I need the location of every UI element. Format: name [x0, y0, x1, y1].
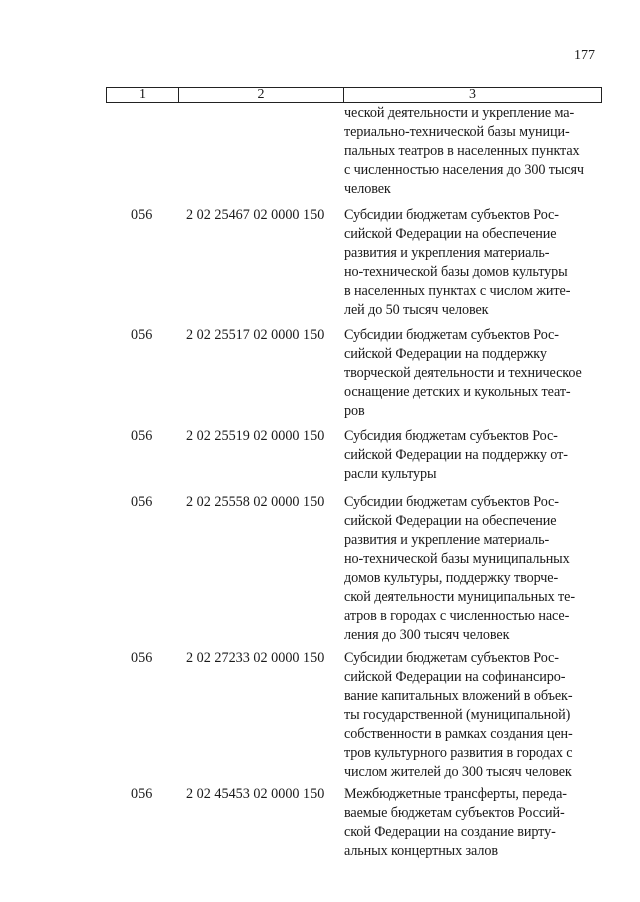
text-line: атров в городах с численностью насе- — [344, 608, 570, 624]
page-number: 177 — [574, 48, 595, 63]
text-line: ров — [344, 403, 365, 419]
text-line: в населенных пунктах с числом жите- — [344, 283, 571, 299]
text-line: развития и укрепления материаль- — [344, 245, 550, 261]
text-line: но-технической базы муниципальных — [344, 551, 570, 567]
header-col-3: 3 — [469, 87, 476, 102]
text-line: но-технической базы домов культуры — [344, 264, 568, 280]
text-line: альных концертных залов — [344, 843, 498, 859]
text-line: Субсидии бюджетам субъектов Рос- — [344, 327, 559, 343]
row-code: 056 — [131, 207, 153, 223]
text-line: расли культуры — [344, 466, 437, 482]
row-code: 056 — [131, 650, 153, 666]
text-line: тров культурного развития в городах с — [344, 745, 573, 761]
text-line: человек — [344, 181, 391, 197]
text-line: с численностью населения до 300 тысяч — [344, 162, 584, 178]
text-line: Субсидия бюджетам субъектов Рос- — [344, 428, 558, 444]
text-line: Субсидии бюджетам субъектов Рос- — [344, 650, 559, 666]
text-line: Субсидии бюджетам субъектов Рос- — [344, 494, 559, 510]
text-line: сийской Федерации на обеспечение — [344, 226, 557, 242]
continuation-text — [344, 104, 596, 199]
row-description — [344, 326, 596, 421]
text-line: лей до 50 тысяч человек — [344, 302, 489, 318]
row-description — [344, 785, 596, 861]
text-line: собственности в рамках создания цен- — [344, 726, 573, 742]
row-code: 056 — [131, 786, 153, 802]
text-line: ления до 300 тысяч человек — [344, 627, 510, 643]
row-description — [344, 427, 596, 484]
text-line: творческой деятельности и техническое — [344, 365, 582, 381]
row-description — [344, 649, 596, 782]
text-line: сийской Федерации на софинансиро- — [344, 669, 566, 685]
row-description — [344, 206, 596, 320]
row-kbk: 2 02 25517 02 0000 150 — [186, 327, 325, 343]
row-description — [344, 493, 596, 645]
text-line: ской деятельности муниципальных те- — [344, 589, 575, 605]
text-line: Субсидии бюджетам субъектов Рос- — [344, 207, 559, 223]
row-kbk: 2 02 25519 02 0000 150 — [186, 428, 325, 444]
text-line: числом жителей до 300 тысяч человек — [344, 764, 572, 780]
row-code: 056 — [131, 327, 153, 343]
text-line: Межбюджетные трансферты, переда- — [344, 786, 567, 802]
header-col-2: 2 — [179, 88, 344, 102]
row-kbk: 2 02 25558 02 0000 150 — [186, 494, 325, 510]
row-kbk: 2 02 27233 02 0000 150 — [186, 650, 325, 666]
row-kbk: 2 02 45453 02 0000 150 — [186, 786, 325, 802]
text-line: сийской Федерации на поддержку от- — [344, 447, 568, 463]
text-line: вание капитальных вложений в объек- — [344, 688, 573, 704]
text-line: домов культуры, поддержку творче- — [344, 570, 559, 586]
text-line: териально-технической базы муници- — [344, 124, 570, 140]
text-line: пальных театров в населенных пунктах — [344, 143, 580, 159]
row-code: 056 — [131, 494, 153, 510]
row-code: 056 — [131, 428, 153, 444]
text-line: ваемые бюджетам субъектов Россий- — [344, 805, 565, 821]
text-line: развития и укрепление материаль- — [344, 532, 550, 548]
text-line: ской Федерации на создание вирту- — [344, 824, 556, 840]
header-col-1: 1 — [107, 88, 179, 102]
text-line: ческой деятельности и укрепление ма- — [344, 105, 575, 121]
table-header — [106, 87, 602, 103]
text-line: ты государственной (муниципальной) — [344, 707, 571, 723]
text-line: оснащение детских и кукольных теат- — [344, 384, 571, 400]
text-line: сийской Федерации на обеспечение — [344, 513, 557, 529]
text-line: сийской Федерации на поддержку — [344, 346, 547, 362]
row-kbk: 2 02 25467 02 0000 150 — [186, 207, 325, 223]
